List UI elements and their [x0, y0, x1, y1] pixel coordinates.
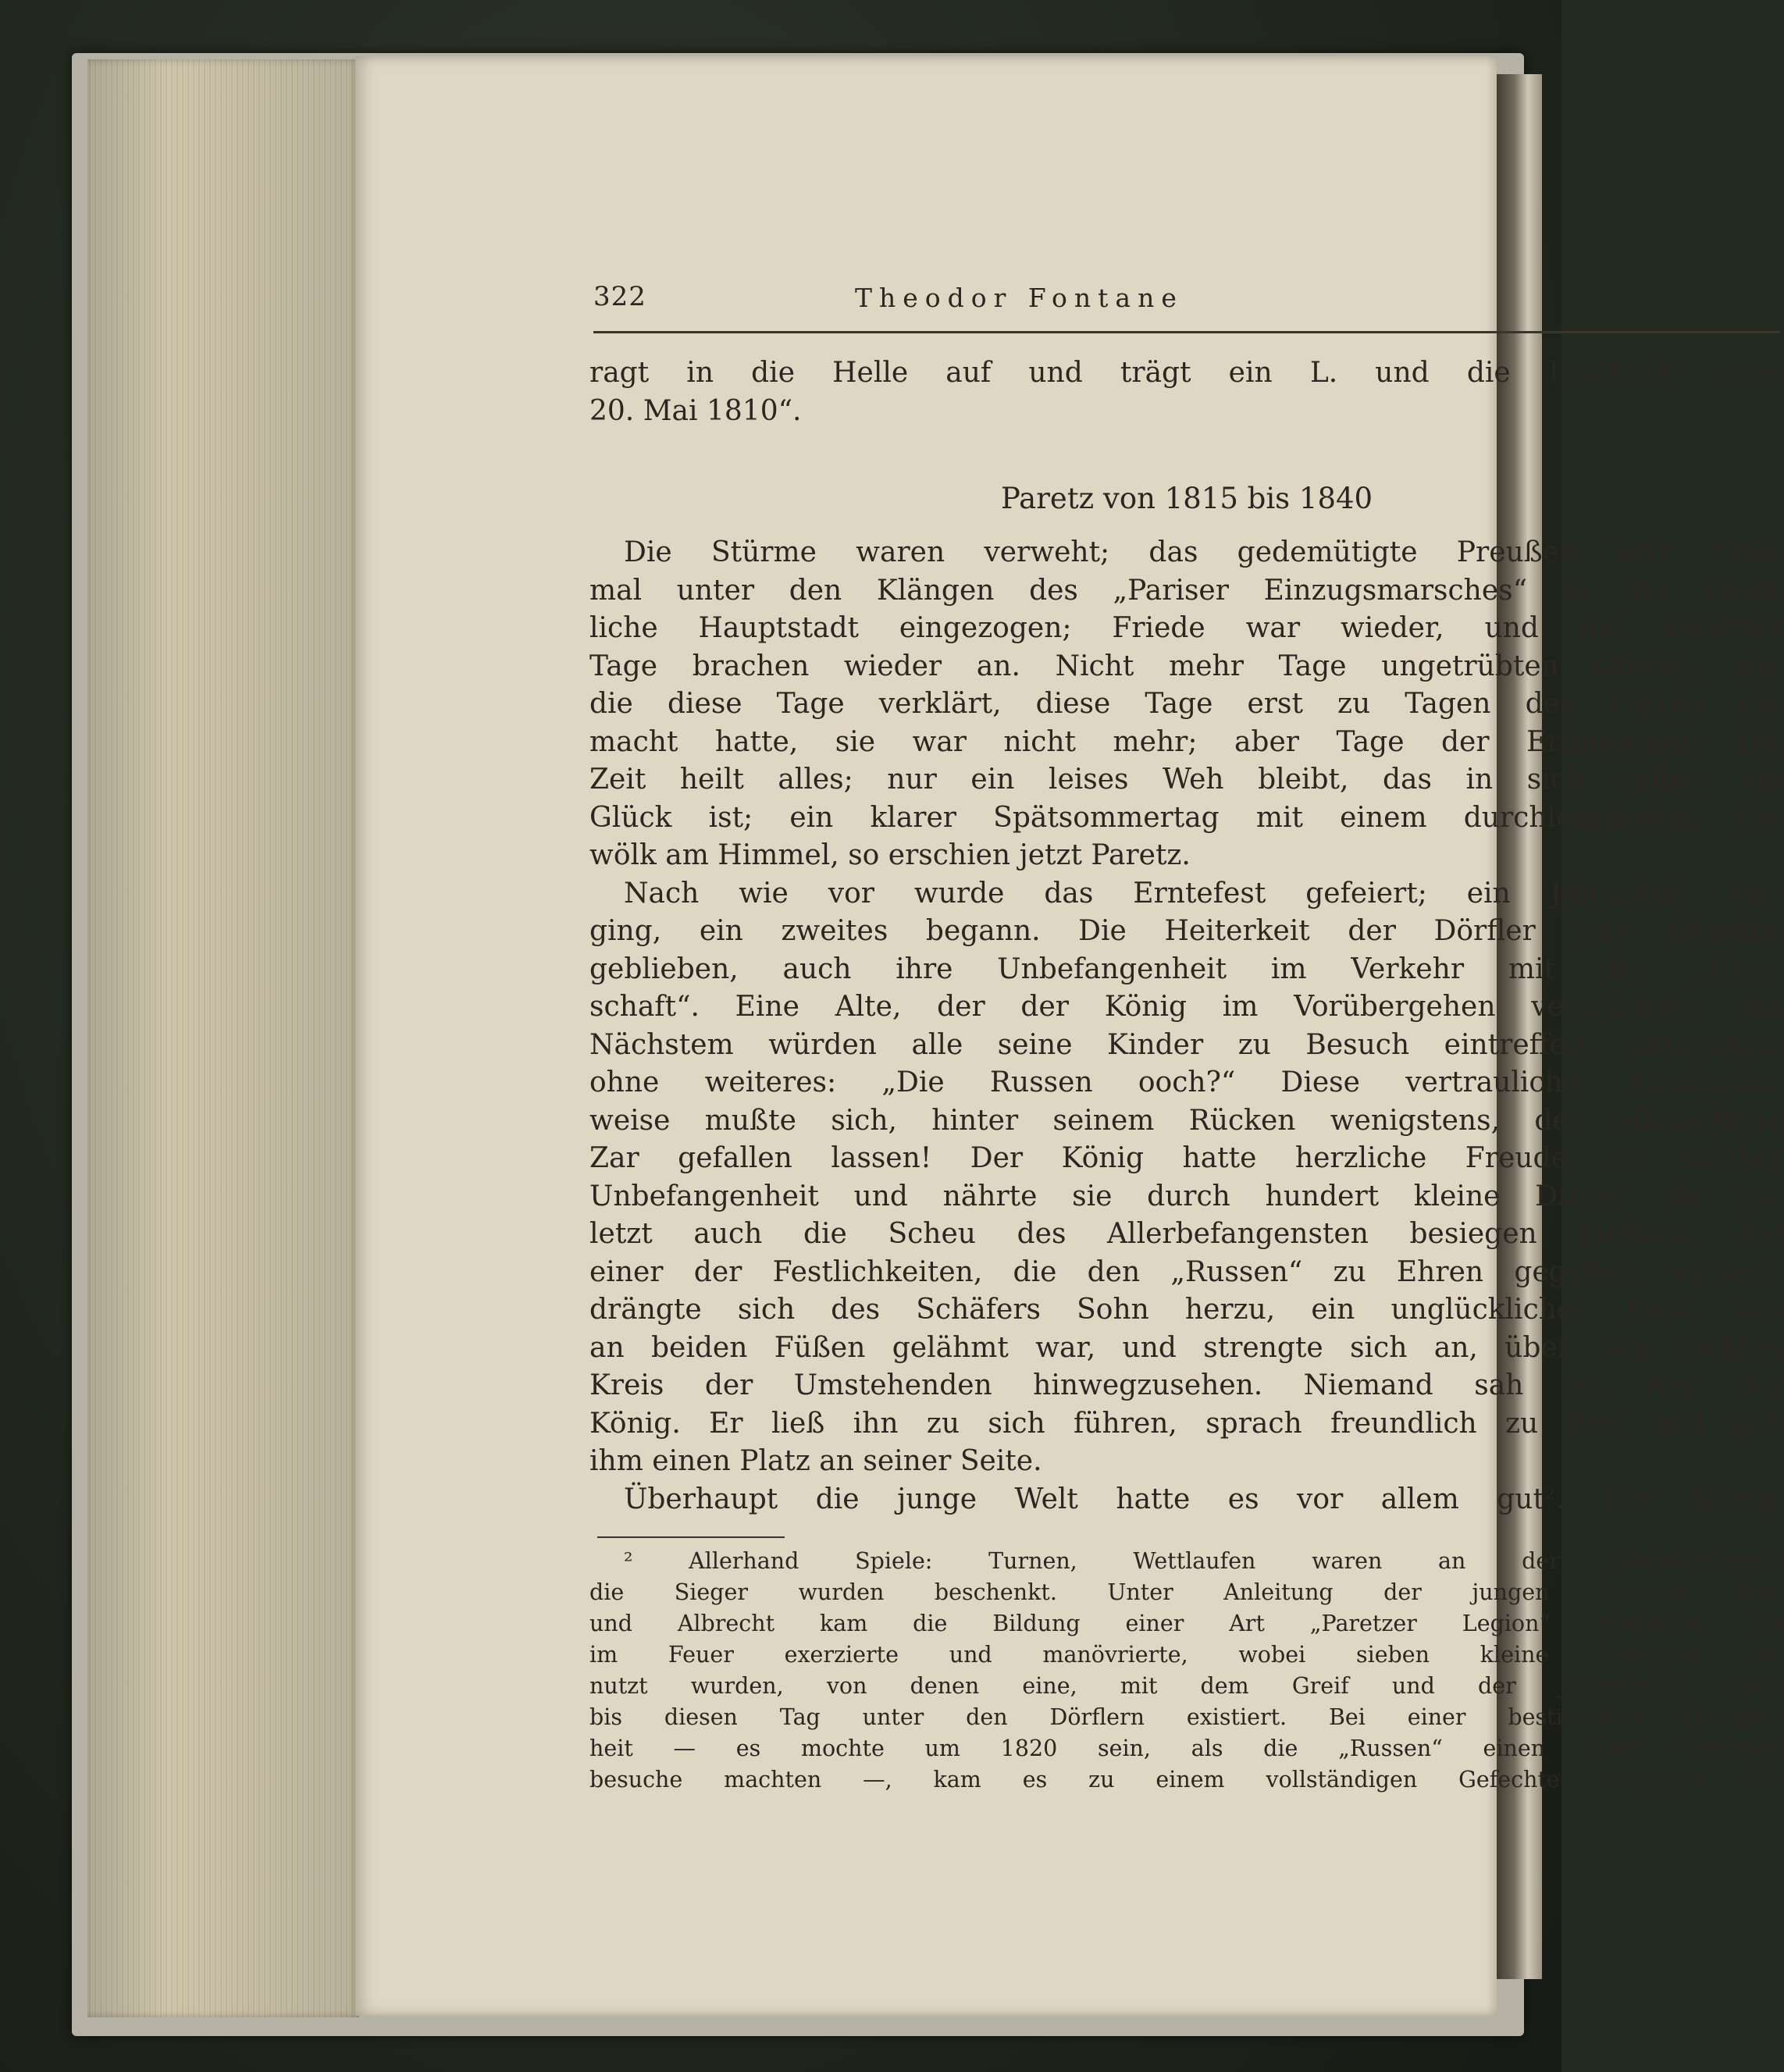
header-rule	[593, 331, 1780, 333]
text-line: Die Stürme waren verweht; das gedemütigte Preußen war zwei-	[624, 536, 1784, 568]
text-line: Zeit heilt alles; nur ein leises Weh bleibt, das in sich selber ein	[589, 764, 1784, 796]
text-line: König. Er ließ ihn zu sich führen, sprach freundlich zu ihm und gab	[589, 1407, 1784, 1440]
page-number: 322	[593, 281, 646, 312]
text-line: geblieben, auch ihre Unbefangenheit im Verkehr mit der „Herr-	[589, 952, 1784, 985]
text-line: ohne weiteres: „Die Russen ooch?“ Diese vertrauliche Ausdrucks-	[589, 1066, 1784, 1098]
text-line: letzt auch die Scheu des Allerbefangensten besiegen mußten. Bei	[589, 1218, 1784, 1250]
running-head-author: Theodor Fontane	[855, 283, 1184, 313]
body-text	[589, 534, 1784, 1518]
text-line: ihm einen Platz an seiner Seite.	[589, 1445, 1042, 1477]
text-line: Zar gefallen lassen! Der König hatte herzliche Freude an solcher	[589, 1142, 1784, 1174]
page-edges	[87, 59, 359, 2017]
text-line: Kreis der Umstehenden hinwegzusehen. Niemand sah es, nur der	[589, 1369, 1784, 1401]
footnote-line: ² Allerhand Spiele: Turnen, Wettlaufen waren an der Tagesordnung;	[624, 1548, 1784, 1574]
text-line: 20. Mai 1810“.	[589, 394, 802, 427]
text-line: weise mußte sich, hinter seinem Rücken wenigstens, der allmächtige	[589, 1104, 1784, 1137]
footnote	[589, 1546, 1784, 1796]
text-line: die diese Tage verklärt, diese Tage erst zu Tagen des Glücks ge-	[589, 688, 1784, 720]
footnote-line: nutzt wurden, von denen eine, mit dem Greif und der Jahreszahl 1588,	[589, 1673, 1784, 1699]
text-line: an beiden Füßen gelähmt war, und strengte sich an, über den dichten	[589, 1331, 1784, 1364]
footnote-line: und Albrecht kam die Bildung einer Art „Paretzer Legion“ zustande, die	[589, 1611, 1784, 1636]
footnote-line: besuche machten —, kam es zu einem vollständigen Gefechte zwischen der	[589, 1767, 1784, 1793]
text-line: ragt in die Helle auf und trägt ein L. und die Inschrift: „den	[589, 357, 1784, 389]
text-line: Tage brachen wieder an. Nicht mehr Tage ungetrübten Glücks; sie,	[589, 650, 1784, 682]
section-heading: Paretz von 1815 bis 1840	[1000, 482, 1373, 515]
book-page	[355, 56, 1784, 2016]
text-line: Glück ist; ein klarer Spätsommertag mit einem durchleuchteten Ge-	[589, 801, 1784, 834]
text-line: ging, ein zweites begann. Die Heiterkeit der Dörfler war dieselbe	[589, 915, 1784, 947]
text-line: wölk am Himmel, so erschien jetzt Paretz.	[589, 839, 1191, 871]
text-line: Nächstem würden alle seine Kinder zu Besuch eintreffen, antwortete	[589, 1028, 1784, 1061]
footnote-line: die Sieger wurden beschenkt. Unter Anleitung der jungen Prinzen Karl	[589, 1579, 1784, 1605]
text-line: schaft“. Eine Alte, der der König im Vorübergehen versicherte, mit	[589, 991, 1784, 1023]
footnote-line: im Feuer exerzierte und manövrierte, wobei sieben kleine Kanonen be-	[589, 1642, 1784, 1668]
carryover-paragraph	[589, 354, 1784, 430]
text-line: mal unter den Klängen des „Pariser Einzugsmarsches“ in die feind-	[589, 574, 1784, 607]
text-line: liche Hauptstadt eingezogen; Friede war wieder, und die Paretzer	[589, 612, 1784, 644]
text-line: macht hatte, sie war nicht mehr; aber Tage der Erinnerung. Die	[589, 725, 1784, 758]
footnote-line: bis diesen Tag unter den Dörflern existiert. Bei einer bestimmten Gelegen-	[589, 1704, 1784, 1730]
footnote-line: heit — es mochte um 1820 sein, als die „Russen“ einen ihrer Sommer-	[589, 1736, 1784, 1761]
text-line: einer der Festlichkeiten, die den „Russen“ zu Ehren gegeben wurden,	[589, 1255, 1784, 1288]
running-head	[593, 281, 1780, 328]
footnote-rule	[597, 1536, 785, 1538]
text-line: Überhaupt die junge Welt hatte es vor allem gut². Der König,	[624, 1483, 1784, 1515]
text-line: drängte sich des Schäfers Sohn herzu, ein unglückliches Kind, das	[589, 1294, 1784, 1326]
text-line: Unbefangenheit und nährte sie durch hundert kleine Dinge, die zu-	[589, 1180, 1784, 1212]
text-line: Nach wie vor wurde das Erntefest gefeiert; ein Jahrzehnt ver-	[624, 877, 1784, 910]
